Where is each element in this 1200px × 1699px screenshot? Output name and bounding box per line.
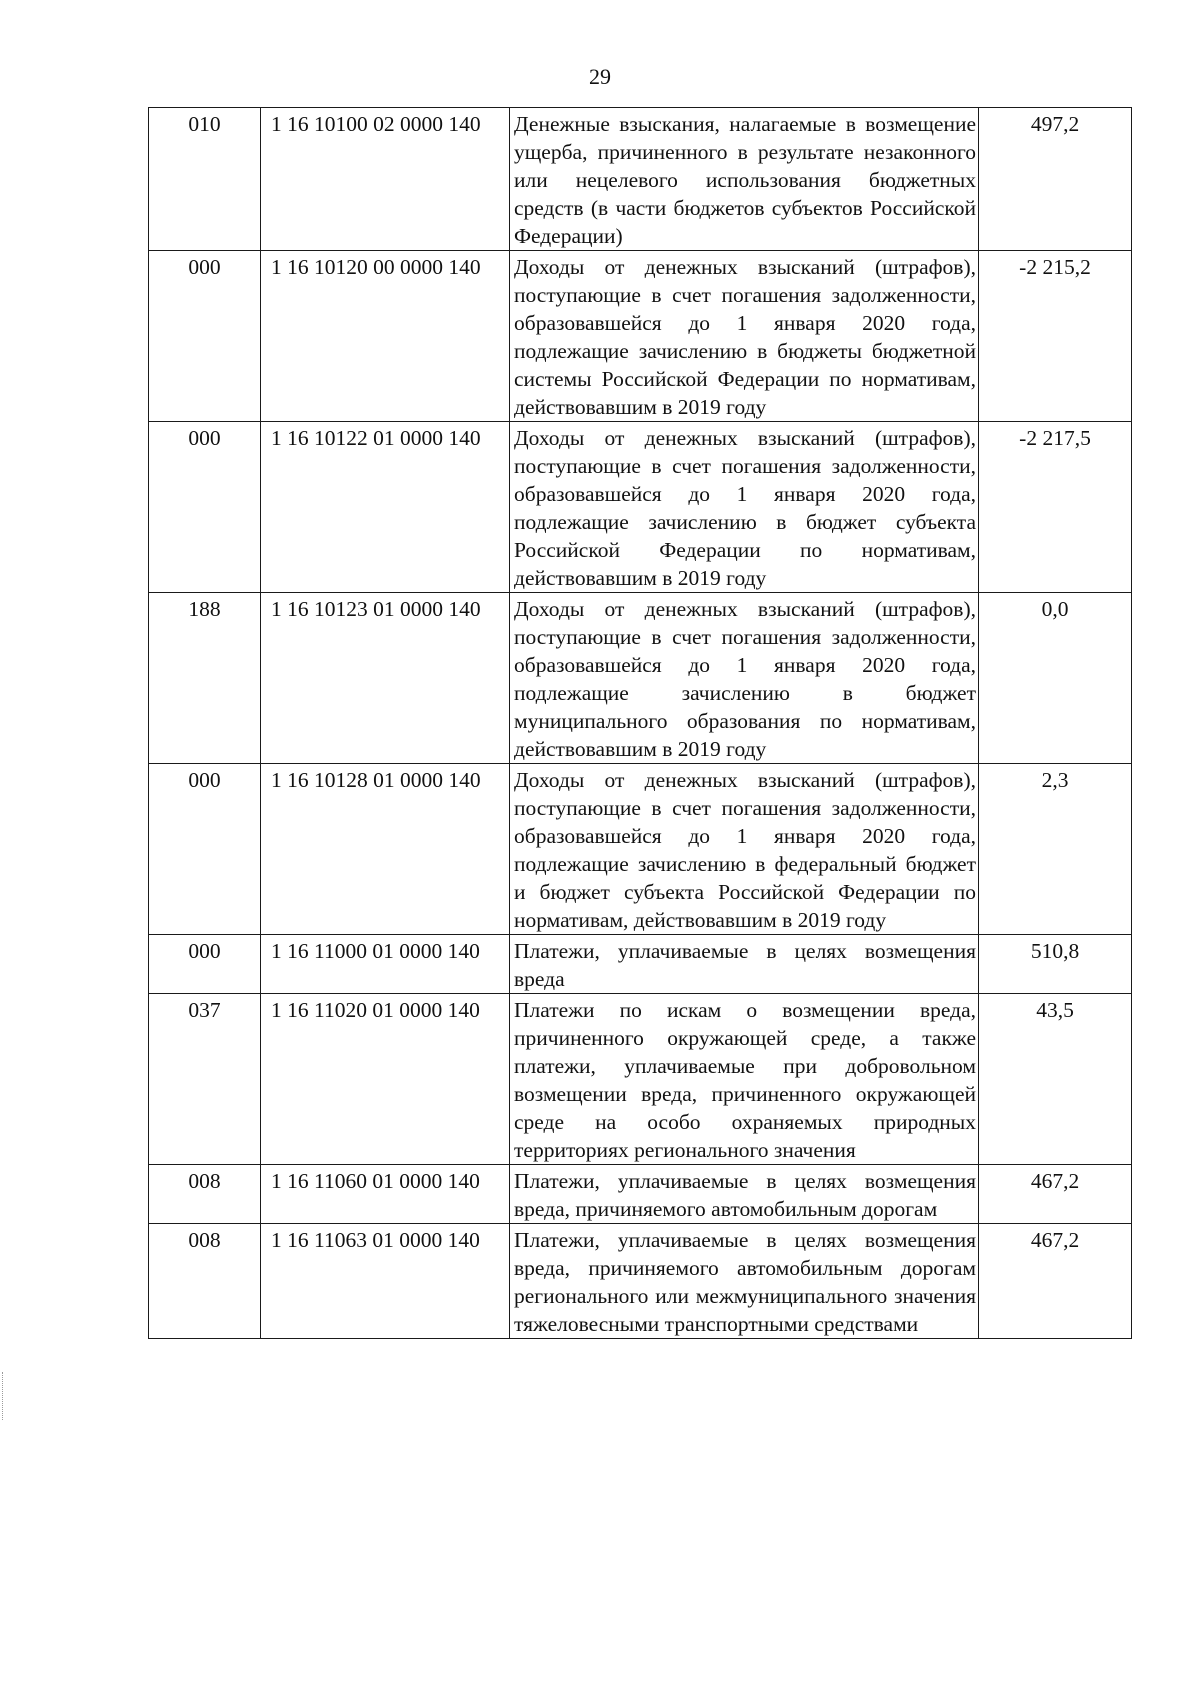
page-number: 29 [589, 64, 611, 89]
amount-cell: 2,3 [979, 764, 1132, 935]
amount-cell: 467,2 [979, 1165, 1132, 1224]
admin-code-cell: 000 [149, 422, 261, 593]
budget-code-cell: 1 16 10100 02 0000 140 [261, 108, 510, 251]
table-row [149, 422, 1132, 593]
budget-code-cell: 1 16 11020 01 0000 140 [261, 994, 510, 1165]
amount-cell: -2 217,5 [979, 422, 1132, 593]
budget-code-cell: 1 16 11060 01 0000 140 [261, 1165, 510, 1224]
income-name-cell: Платежи, уплачиваемые в целях возмещения вреда, причиняемого автомобильным дорогам [510, 1165, 979, 1224]
income-name-cell: Доходы от денежных взысканий (штрафов), поступающие в счет погашения задолженности, образовавшейся до 1 января 2020 года, подлежащие зачислению в бюджет муниципального образования по нормативам, действовавшим в 2019 году [510, 593, 979, 764]
income-name-cell: Доходы от денежных взысканий (штрафов), поступающие в счет погашения задолженности, образовавшейся до 1 января 2020 года, подлежащие зачислению в бюджет субъекта Российской Федерации по нормативам, действовавшим в 2019 году [510, 422, 979, 593]
income-name-cell: Доходы от денежных взысканий (штрафов), поступающие в счет погашения задолженности, образовавшейся до 1 января 2020 года, подлежащие зачислению в бюджеты бюджетной системы Российской Федерации по нормативам, действовавшим в 2019 году [510, 251, 979, 422]
income-name-cell: Денежные взыскания, налагаемые в возмещение ущерба, причиненного в результате незаконного или нецелевого использования бюджетных средств (в части бюджетов субъектов Российской Федерации) [510, 108, 979, 251]
amount-cell: 497,2 [979, 108, 1132, 251]
admin-code-cell: 008 [149, 1224, 261, 1339]
admin-code-cell: 188 [149, 593, 261, 764]
admin-code-cell: 000 [149, 251, 261, 422]
admin-code-cell: 000 [149, 764, 261, 935]
table-row [149, 593, 1132, 764]
table-row [149, 994, 1132, 1165]
budget-code-cell: 1 16 10123 01 0000 140 [261, 593, 510, 764]
amount-cell: 467,2 [979, 1224, 1132, 1339]
income-name-cell: Платежи, уплачиваемые в целях возмещения вреда [510, 935, 979, 994]
income-name-cell: Платежи, уплачиваемые в целях возмещения вреда, причиняемого автомобильным дорогам регионального или межмуниципального значения тяжеловесными транспортными средствами [510, 1224, 979, 1339]
income-name-cell: Платежи по искам о возмещении вреда, причиненного окружающей среде, а также платежи, уплачиваемые при добровольном возмещении вреда, причиненного окружающей среде на особо охраняемых природных территориях регионального значения [510, 994, 979, 1165]
amount-cell: 0,0 [979, 593, 1132, 764]
table-row [149, 764, 1132, 935]
amount-cell: -2 215,2 [979, 251, 1132, 422]
table-row [149, 1224, 1132, 1339]
table-row [149, 251, 1132, 422]
budget-code-cell: 1 16 10128 01 0000 140 [261, 764, 510, 935]
budget-table [148, 107, 1132, 1339]
budget-code-cell: 1 16 11000 01 0000 140 [261, 935, 510, 994]
admin-code-cell: 010 [149, 108, 261, 251]
scan-margin-mark [2, 1372, 4, 1420]
budget-code-cell: 1 16 11063 01 0000 140 [261, 1224, 510, 1339]
budget-code-cell: 1 16 10122 01 0000 140 [261, 422, 510, 593]
admin-code-cell: 000 [149, 935, 261, 994]
amount-cell: 43,5 [979, 994, 1132, 1165]
table-row [149, 1165, 1132, 1224]
amount-cell: 510,8 [979, 935, 1132, 994]
income-name-cell: Доходы от денежных взысканий (штрафов), поступающие в счет погашения задолженности, образовавшейся до 1 января 2020 года, подлежащие зачислению в федеральный бюджет и бюджет субъекта Российской Федерации по нормативам, действовавшим в 2019 году [510, 764, 979, 935]
budget-code-cell: 1 16 10120 00 0000 140 [261, 251, 510, 422]
table-row [149, 108, 1132, 251]
admin-code-cell: 037 [149, 994, 261, 1165]
admin-code-cell: 008 [149, 1165, 261, 1224]
table-row [149, 935, 1132, 994]
